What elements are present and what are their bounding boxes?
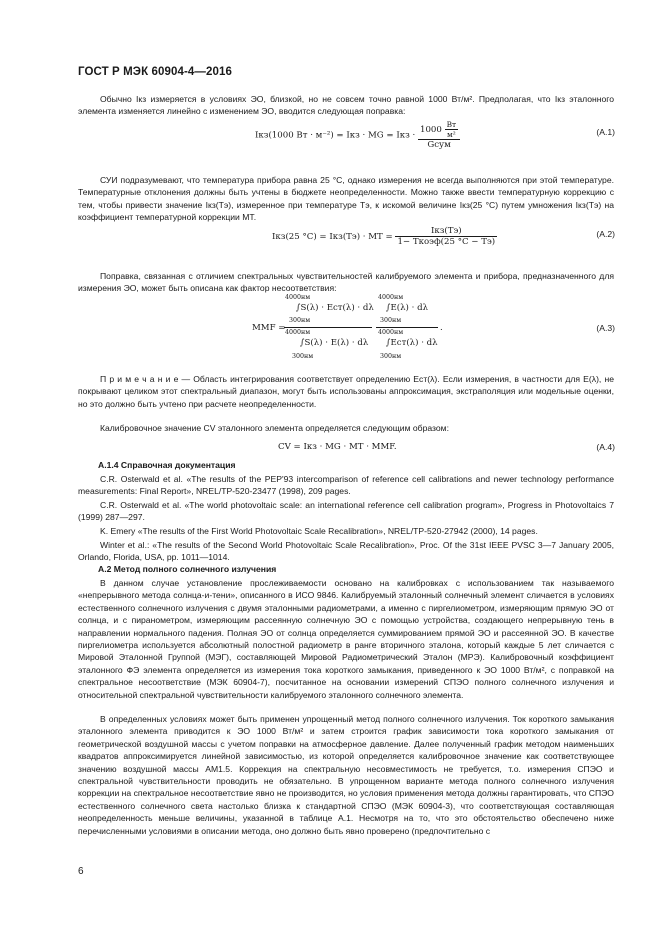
eq1-lhs: Iкз(1000 Вт · м⁻²) = Iкз · MG = Iкз · bbox=[255, 130, 416, 141]
eq1-label: (A.1) bbox=[596, 127, 615, 137]
paragraph-3: Поправка, связанная с отличием спектральных чувствительностей калибруемого элемента и прибора, предназначенного для измерения ЭО, может быть описана как фактор несоответствия: bbox=[78, 271, 614, 294]
eq2-num: Iкз(Tэ) bbox=[395, 226, 497, 237]
eq2-label: (A.2) bbox=[596, 229, 615, 239]
eq3-lhs: MMF = bbox=[252, 323, 286, 333]
eq2-den: 1− Tкоэф(25 °С − Tэ) bbox=[397, 237, 496, 247]
eq3-lower-1: 300нм bbox=[289, 317, 311, 324]
eq3-upper-3: 4000нм bbox=[285, 329, 311, 336]
eq1-unit-bot: м² bbox=[447, 130, 456, 139]
paragraph-6: В определенных условиях может быть применен упрощенный метод полного солнечного излучения. Ток короткого замыкания эталонного элемента приводится к ЭО 1000 Вт/м² и затем строится график зависимости тока короткого замыкания от геометрической воздушной массы с учетом поправки на атмосферное давление. Далее полученный график методом наименьших квадратов аппроксимируется линейной зависимостью, из которой определяется калибровочное значение как соответствующее значению воздушной массы AM1.5. Коррекция на спектральную несовместимость не требуется, т.о. измерения СПЭО и спектральной чувствительности проводить не обязательно. В упрощенном варианте метода полного солнечного излучения коррекции на спектральное несоответствие явно не производится, но условия применения метода должны гарантировать, что СПЭО естественного солнечного света настолько близка к стандартной СПЭО (МЭК 60904-3), что соответствующая составляющая неопределенность меньше величины, указанной в таблице А.1. Несмотря на то, что это обстоятельство обеспечено ниже перечисленными условиями в описании метода, оно должно быть явно проверено (предпочтительно с bbox=[78, 714, 614, 836]
eq3-label: (A.3) bbox=[596, 323, 615, 333]
page-number: 6 bbox=[78, 866, 84, 877]
eq3-lower-2: 300нм bbox=[380, 317, 402, 324]
eq1-fraction bbox=[418, 120, 460, 150]
paragraph-4: Калибровочное значение CV эталонного элемента определяется следующим образом: bbox=[100, 423, 449, 433]
eq4-label: (A.4) bbox=[596, 442, 615, 452]
eq2-fraction bbox=[395, 226, 497, 247]
reference-4: Winter et al.: «The results of the Second World Photovoltaic Scale Recalibration», Proc. Of the 31st IEEE PVSC 3—7 January 2005, Orlando, Florida, USA, pp. 1011—1014. bbox=[78, 540, 614, 563]
eq3-bar-1 bbox=[284, 327, 372, 328]
equation-a2 bbox=[272, 226, 497, 247]
eq3-term-1: ∫S(λ) · Eст(λ) · dλ bbox=[296, 303, 374, 313]
eq1-den: Gсум bbox=[427, 140, 451, 150]
eq3-upper-2: 4000нм bbox=[378, 294, 404, 301]
reference-3: K. Emery «The results of the First World Photovoltaic Scale Recalibration», NREL/TP-520-27942 (2000), 14 pages. bbox=[100, 526, 538, 536]
reference-1: C.R. Osterwald et al. «The results of the PEP'93 intercomparison of reference cell calibrations and newer technology performance measurements: Final Report», NREL/TP-520-23477 (1998), 209 pages. bbox=[78, 474, 614, 497]
section-heading-a14: A.1.4 Справочная документация bbox=[98, 460, 236, 470]
eq3-dot: . bbox=[440, 323, 443, 333]
paragraph-5: В данном случае установление прослеживаемости основано на калибровках с использованием так называемого «непрерывного метода солнца-и-тени», описанного в ИСО 9846. Калибруемый эталонный солнечный элемент сличается в условиях естественного солнечного излучения с двумя эталонными радиометрами, а именно с пиргелиометром, измеряющим прямую ЭО от солнца, и с пиранометром, измеряющим рассеянную солнечную ЭО с помощью устройства, создающего непрерывную тень в направлении нормального падения. Полная ЭО от солнца определяется суммированием прямой ЭО и рассеянной ЭО. В качестве пиргелиометра используется абсолютный полостной радиометр в ранге вторичного эталона, который каждые 5 лет сличается с Мировой Эталонной Группой (МЭГ), составляющей Мировой Радиометрический Эталон (МРЭ). Калибровочный коэффициент эталонного ФЭ элемента определяется из измерения тока короткого замыкания, приведенного к ЭО 1000 Вт/м², с поправкой на спектральное несоответствие (МЭК 60904-7), посчитанное на основании измерений СПЭО полного солнечного излучения и относительной спектральной чувствительности калибруемого эталонного солнечного элемента. bbox=[78, 578, 614, 700]
section-heading-a2: A.2 Метод полного солнечного излучения bbox=[98, 564, 277, 574]
equation-a3 bbox=[252, 294, 472, 364]
eq3-term-3: ∫S(λ) · E(λ) · dλ bbox=[300, 338, 369, 348]
eq3-term-4: ∫Eст(λ) · dλ bbox=[386, 338, 438, 348]
page-header: ГОСТ Р МЭК 60904-4—2016 bbox=[78, 66, 232, 78]
eq3-lower-4: 300нм bbox=[380, 353, 402, 360]
eq3-bar-2 bbox=[376, 327, 438, 328]
paragraph-1: Обычно Iкз измеряется в условиях ЭО, близкой, но не совсем точно равной 1000 Вт/м². Предполагая, что Iкз эталонного элемента изменяется линейно с изменением ЭО, вводится следующая поправка: bbox=[78, 94, 614, 117]
eq3-upper-1: 4000нм bbox=[285, 294, 311, 301]
equation-a4: CV = Iкз · MG · MT · MMF. bbox=[278, 442, 397, 452]
eq1-unit-top: Вт bbox=[446, 120, 457, 129]
note: П р и м е ч а н и е — Область интегрирования соответствует определению Eст(λ). Если измерения, в частности для E(λ), не покрывают целиком этот спектральный диапазон, могут быть использованы аппроксимация, экстраполяция или модельные оценки, но это должно быть учтено при расчете неопределенности. bbox=[78, 374, 614, 409]
eq2-lhs: Iкз(25 °С) = Iкз(Tэ) · MT = bbox=[272, 232, 393, 242]
eq3-lower-3: 300нм bbox=[292, 353, 314, 360]
eq3-upper-4: 4000нм bbox=[378, 329, 404, 336]
eq1-num: 1000 bbox=[419, 125, 442, 135]
paragraph-2: СУИ подразумевают, что температура прибора равна 25 °С, однако измерения не всегда выполняются при этой температуре. Температурные отклонения должны быть учтены в бюджете неопределенности. Можно также ввести температурную коррекцию с тем, чтобы привести значение Iкз(Tэ), измеренное при температуре Tэ, к искомой величине Iкз(25 °С) путем умножения Iкз(Tэ) на коэффициент температурной коррекции MT. bbox=[78, 175, 614, 223]
reference-2: C.R. Osterwald et al. «The world photovoltaic scale: an international reference cell calibration program», Progress in Photovoltaics 7 (1999) 287—297. bbox=[78, 500, 614, 523]
equation-a1 bbox=[255, 120, 460, 150]
eq3-term-2: ∫E(λ) · dλ bbox=[386, 303, 429, 313]
